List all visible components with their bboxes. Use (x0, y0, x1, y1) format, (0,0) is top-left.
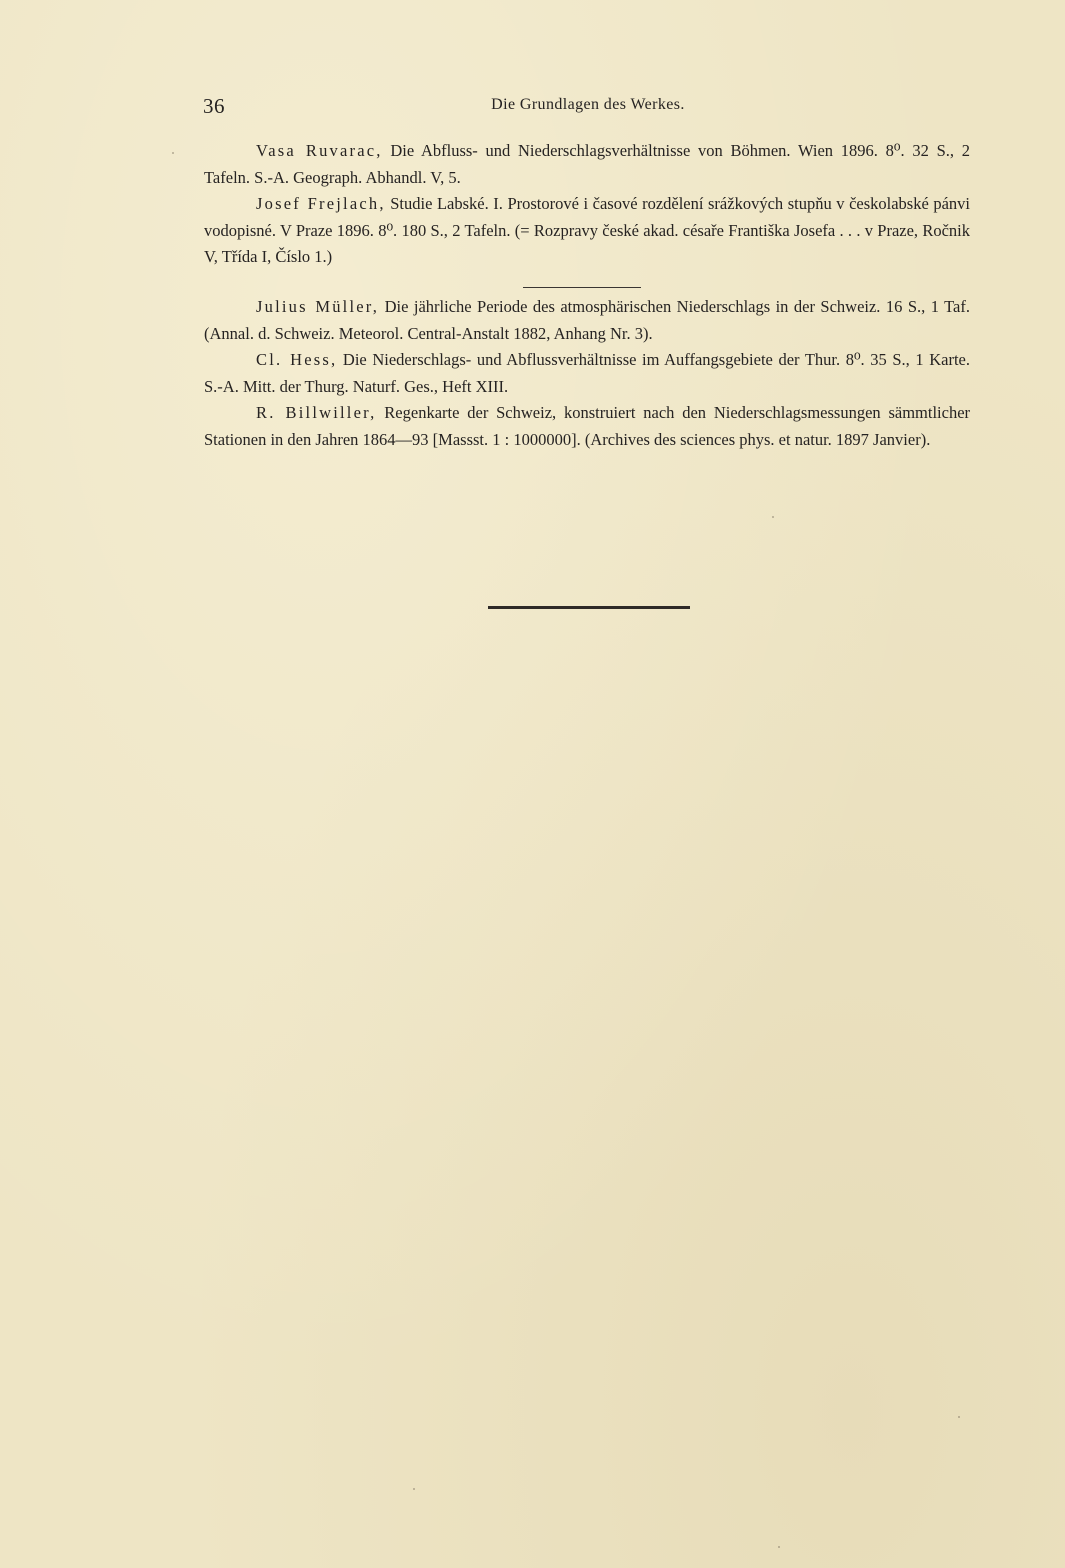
entry-text: Regenkarte der Schweiz, konstruiert nach den Niederschlagsmessungen sämmtlicher Stationen in den Jahren 1864—93 [Massst. 1 : 1000000]. (Archives des sciences phys. et natur. 1897 Janvier). (204, 403, 971, 449)
paper-speck (772, 516, 774, 518)
entry-author: Cl. Hess, (256, 350, 338, 369)
paper-speck (958, 1416, 960, 1418)
bibliography-entry (204, 294, 970, 347)
paper-speck (778, 1546, 780, 1548)
entry-text: Die Abfluss- und Niederschlagsverhältnisse von Böhmen. Wien 1896. 8⁰. 32 S., 2 Tafeln. S.-A. Geograph. Abhandl. V, 5. (204, 141, 971, 187)
running-title: Die Grundlagen des Werkes. (491, 96, 685, 113)
paper-speck (413, 1488, 415, 1490)
paper-speck (172, 152, 174, 154)
bibliography-block-1 (204, 138, 970, 271)
entry-text: Die jährliche Periode des atmosphärischen Niederschlags in der Schweiz. 16 S., 1 Taf. (Annal. d. Schweiz. Meteorol. Central-Anstalt 1882, Anhang Nr. 3). (204, 297, 970, 343)
running-header (203, 94, 973, 120)
entry-author: Josef Frejlach, (256, 194, 386, 213)
bibliography-entry (204, 347, 970, 400)
entry-author: Vasa Ruvarac, (256, 141, 383, 160)
bibliography-entry (204, 400, 970, 453)
bibliography-entry (204, 191, 970, 271)
end-of-chapter-rule (488, 606, 690, 609)
bibliography-block-2 (204, 294, 970, 453)
page-number: 36 (203, 94, 225, 118)
section-separator-rule (523, 287, 641, 288)
entry-author: R. Billwiller, (256, 403, 377, 422)
entry-author: Julius Müller, (256, 297, 380, 316)
entry-text: Studie Labské. I. Prostorové i časové rozdělení srážkových stupňu v českolabské pánvi vodopisné. V Praze 1896. 8⁰. 180 S., 2 Tafeln. (= Rozpravy české akad. césaře Františka Josefa . . . v Praze, Ročnik V, Třída I, Číslo 1.) (204, 194, 970, 266)
entry-text: Die Niederschlags- und Abflussverhältnisse im Auffangsgebiete der Thur. 8⁰. 35 S., 1 Karte. S.-A. Mitt. der Thurg. Naturf. Ges., Heft XIII. (204, 350, 970, 396)
bibliography-entry (204, 138, 970, 191)
